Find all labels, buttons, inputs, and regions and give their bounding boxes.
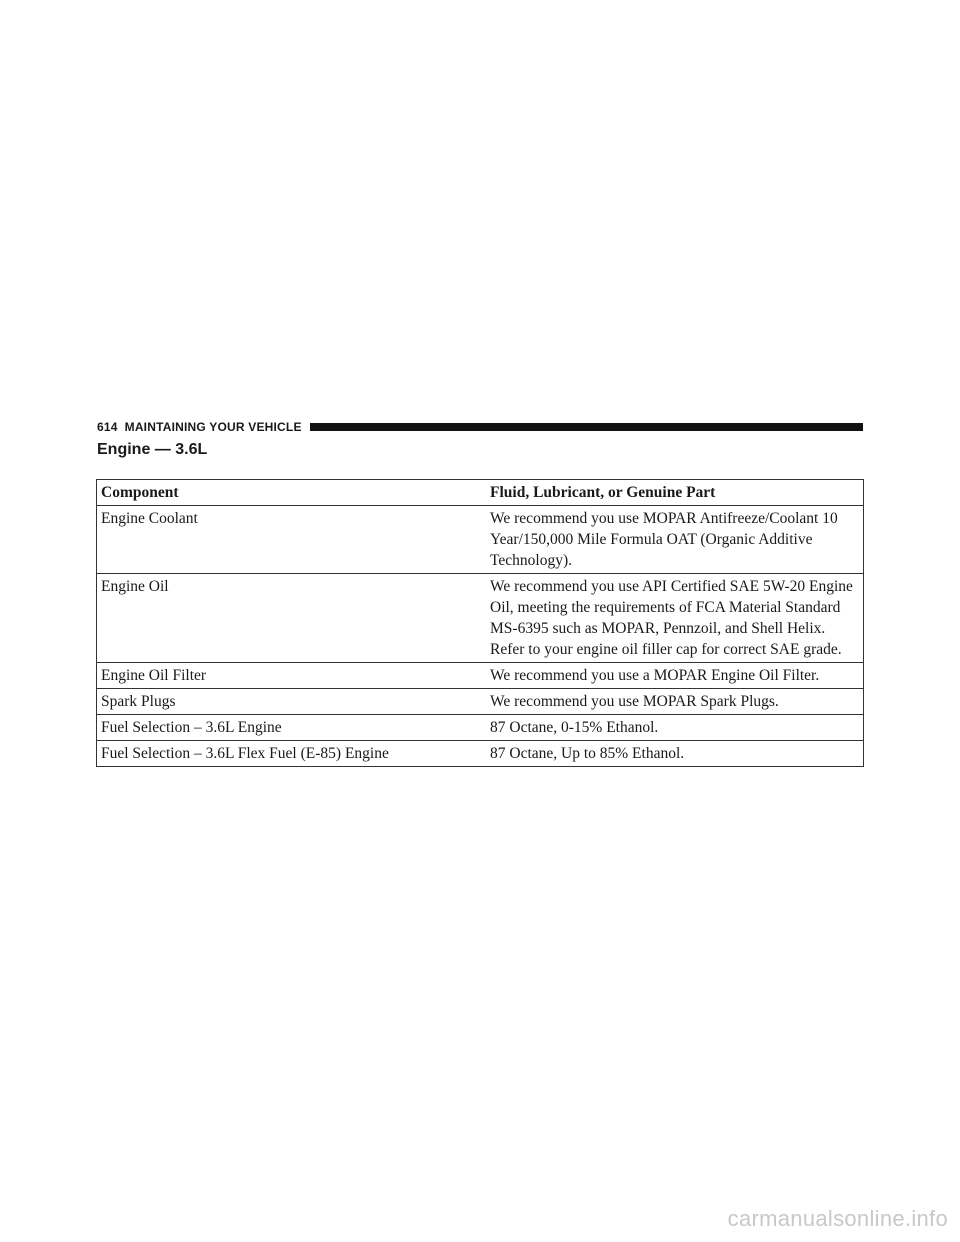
fluid-cell: We recommend you use API Certified SAE 5W-20 Engine Oil, meeting the requirements of FCA Material Standard MS-6395 such as MOPAR, Pennzoil, and Shell Helix. Refer to your engine oil filler cap for correct SAE grade.	[486, 574, 864, 663]
header-rule	[310, 423, 863, 431]
page-number: 614	[97, 420, 118, 434]
section-name: MAINTAINING YOUR VEHICLE	[124, 420, 302, 434]
section-title: Engine — 3.6L	[97, 441, 208, 458]
table-row	[97, 741, 864, 767]
watermark: carmanualsonline.info	[727, 1206, 948, 1231]
fluid-cell: We recommend you use MOPAR Spark Plugs.	[486, 689, 864, 715]
component-cell: Engine Oil Filter	[97, 663, 487, 689]
component-cell: Engine Coolant	[97, 506, 487, 574]
fluids-table	[96, 479, 864, 767]
page-header	[97, 419, 863, 435]
component-cell: Fuel Selection – 3.6L Flex Fuel (E-85) Engine	[97, 741, 487, 767]
component-cell: Engine Oil	[97, 574, 487, 663]
fluid-cell: 87 Octane, 0-15% Ethanol.	[486, 715, 864, 741]
table-row	[97, 574, 864, 663]
fluid-cell: 87 Octane, Up to 85% Ethanol.	[486, 741, 864, 767]
table-row	[97, 715, 864, 741]
component-cell: Spark Plugs	[97, 689, 487, 715]
table-row	[97, 663, 864, 689]
table-header-row	[97, 480, 864, 506]
fluid-cell: We recommend you use MOPAR Antifreeze/Coolant 10 Year/150,000 Mile Formula OAT (Organic Additive Technology).	[486, 506, 864, 574]
column-header-component: Component	[97, 480, 487, 506]
fluid-cell: We recommend you use a MOPAR Engine Oil Filter.	[486, 663, 864, 689]
component-cell: Fuel Selection – 3.6L Engine	[97, 715, 487, 741]
table-row	[97, 689, 864, 715]
table-row	[97, 506, 864, 574]
column-header-fluid: Fluid, Lubricant, or Genuine Part	[486, 480, 864, 506]
